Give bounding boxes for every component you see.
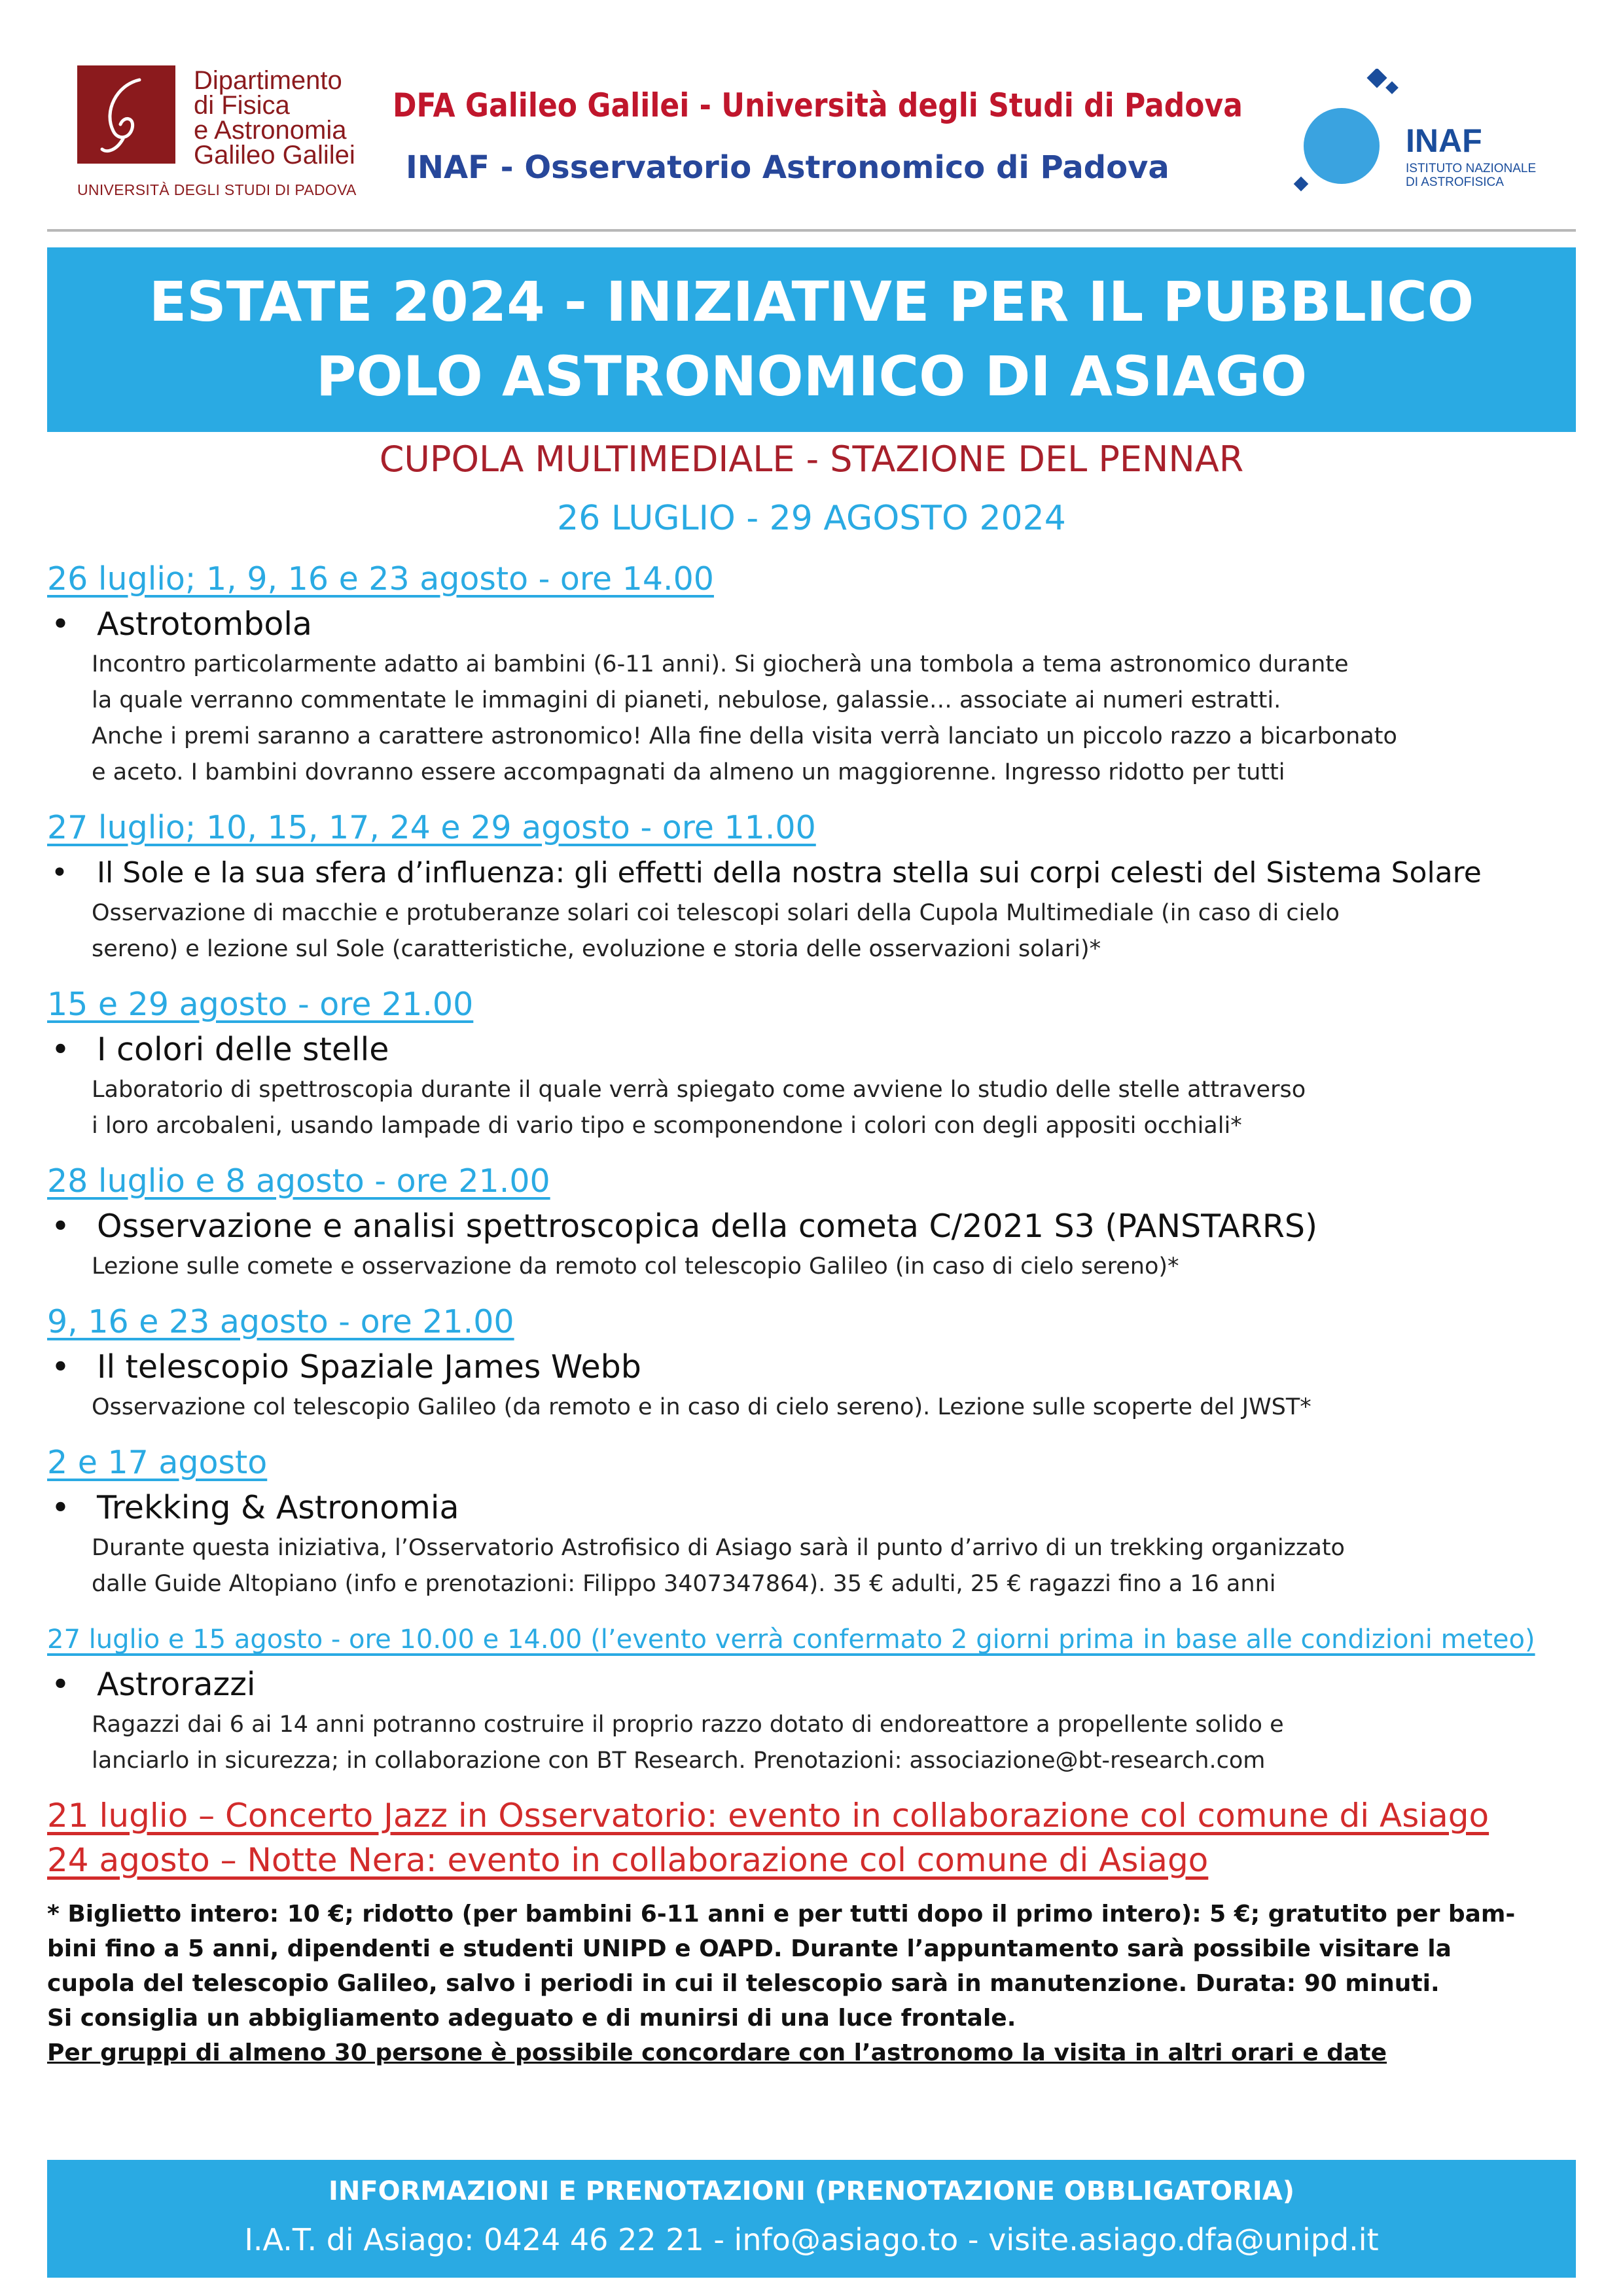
dfa-logo-icon: [77, 65, 175, 164]
dfa-line: Galileo Galilei: [194, 141, 355, 170]
description-line: Osservazione col telescopio Galileo (da remoto e in caso di cielo sereno). Lezione sulle scoperte del JWST*: [92, 1394, 1311, 1420]
event-description: [47, 1707, 1576, 1779]
event-title: • Astrorazzi: [47, 1662, 1576, 1707]
event-description: [47, 895, 1576, 967]
dfa-line: e Astronomia: [194, 116, 347, 145]
note-line: bini fino a 5 anni, dipendenti e studenti UNIPD e OAPD. Durante l’appuntamento sarà possibile visitare la: [47, 1935, 1452, 1962]
event-sole: [47, 805, 1576, 967]
header: [0, 0, 1623, 236]
inaf-sub-line: DI ASTROFISICA: [1406, 175, 1504, 189]
description-line: Durante questa iniziativa, l’Osservatorio Astrofisico di Asiago sarà il punto d’arrivo di un trekking organizzato: [92, 1535, 1345, 1561]
event-astrotombola: [47, 556, 1576, 791]
event-description: [47, 1390, 1576, 1426]
dfa-name: [194, 68, 355, 168]
description-line: Ragazzi dai 6 ai 14 anni potranno costruire il proprio razzo dotato di endoreattore a propellente solido e: [92, 1712, 1284, 1738]
event-title: • Trekking & Astronomia: [47, 1486, 1576, 1530]
description-line: Anche i premi saranno a carattere astronomico! Alla fine della visita verrà lanciato un piccolo razzo a bicarbonato: [92, 723, 1397, 749]
inaf-sub-line: ISTITUTO NAZIONALE: [1406, 162, 1537, 175]
event-date: 9, 16 e 23 agosto - ore 21.00: [47, 1303, 514, 1340]
ticket-notes: [47, 1897, 1576, 2070]
event-title: • Astrotombola: [47, 602, 1576, 647]
info-banner: [47, 2160, 1576, 2278]
description-line: Incontro particolarmente adatto ai bambini (6-11 anni). Si giocherà una tombola a tema astronomico durante: [92, 651, 1349, 677]
groups-note: Per gruppi di almeno 30 persone è possibile concordare con l’astronomo la visita in altri orari e date: [47, 2039, 1387, 2066]
event-cometa: [47, 1158, 1576, 1285]
banner-line: ESTATE 2024 - INIZIATIVE PER IL PUBBLICO: [149, 270, 1474, 334]
description-line: Lezione sulle comete e osservazione da remoto col telescopio Galileo (in caso di cielo sereno)*: [92, 1253, 1179, 1280]
special-event: 21 luglio – Concerto Jazz in Osservatorio: evento in collaborazione col comune di Asiago: [47, 1797, 1489, 1835]
event-description: [47, 647, 1576, 791]
header-divider: [47, 229, 1576, 232]
title-banner: [47, 247, 1576, 432]
event-date: 27 luglio e 15 agosto - ore 10.00 e 14.00 (l’evento verrà confermato 2 giorni prima in base alle condizioni meteo): [47, 1624, 1535, 1655]
event-colori-stelle: [47, 982, 1576, 1144]
special-event: 24 agosto – Notte Nera: evento in collaborazione col comune di Asiago: [47, 1841, 1209, 1879]
special-events: [47, 1793, 1576, 1882]
venue-subtitle: CUPOLA MULTIMEDIALE - STAZIONE DEL PENNAR: [379, 439, 1244, 480]
note-line: cupola del telescopio Galileo, salvo i periodi in cui il telescopio sarà in manutenzione. Durata: 90 minuti.: [47, 1970, 1440, 1997]
event-description: [47, 1072, 1576, 1144]
event-description: [47, 1249, 1576, 1285]
note-line: Si consiglia un abbigliamento adeguato e di munirsi di una luce frontale.: [47, 2005, 1016, 2032]
event-date: 15 e 29 agosto - ore 21.00: [47, 986, 474, 1023]
dfa-line: Dipartimento: [194, 66, 342, 95]
event-title: • I colori delle stelle: [47, 1028, 1576, 1072]
description-line: dalle Guide Altopiano (info e prenotazioni: Filippo 3407347864). 35 € adulti, 25 € ragazzi fino a 16 anni: [92, 1571, 1276, 1597]
description-line: Osservazione di macchie e protuberanze solari coi telescopi solari della Cupola Multimediale (in caso di cielo: [92, 900, 1340, 926]
event-description: [47, 1530, 1576, 1602]
description-line: e aceto. I bambini dovranno essere accompagnati da almeno un maggiorenne. Ingresso ridotto per tutti: [92, 759, 1285, 785]
dfa-university: UNIVERSITÀ DEGLI STUDI DI PADOVA: [77, 181, 357, 198]
header-title-dfa: DFA Galileo Galilei - Università degli Studi di Padova: [393, 86, 1243, 124]
dfa-line: di Fisica: [194, 91, 290, 120]
info-title: INFORMAZIONI E PRENOTAZIONI (PRENOTAZIONE OBBLIGATORIA): [328, 2176, 1295, 2206]
events-list: [47, 556, 1576, 2070]
event-title: • Il Sole e la sua sfera d’influenza: gli effetti della nostra stella sui corpi celesti del Sistema Solare: [47, 851, 1576, 895]
banner-line: POLO ASTRONOMICO DI ASIAGO: [315, 344, 1308, 408]
inaf-subtitle: [1406, 162, 1536, 189]
inaf-name: INAF: [1406, 122, 1482, 159]
description-line: lanciarlo in sicurezza; in collaborazione con BT Research. Prenotazioni: associazione@bt-research.com: [92, 1748, 1266, 1774]
event-trekking: [47, 1440, 1576, 1602]
event-date: 2 e 17 agosto: [47, 1444, 268, 1481]
period-subtitle: 26 LUGLIO - 29 AGOSTO 2024: [557, 499, 1066, 538]
note-line: * Biglietto intero: 10 €; ridotto (per bambini 6-11 anni e per tutti dopo il primo intero): 5 €; gratutito per bam-: [47, 1901, 1516, 1928]
event-title: • Il telescopio Spaziale James Webb: [47, 1345, 1576, 1390]
event-astrorazzi: [47, 1617, 1576, 1779]
event-date: 27 luglio; 10, 15, 17, 24 e 29 agosto - ore 11.00: [47, 809, 816, 846]
description-line: Laboratorio di spettroscopia durante il quale verrà spiegato come avviene lo studio delle stelle attraverso: [92, 1077, 1306, 1103]
event-jwst: [47, 1299, 1576, 1426]
info-contacts: I.A.T. di Asiago: 0424 46 22 21 - info@asiago.to - visite.asiago.dfa@unipd.it: [244, 2222, 1379, 2257]
description-line: i loro arcobaleni, usando lampade di vario tipo e scomponendone i colori con degli appositi occhiali*: [92, 1113, 1242, 1139]
description-line: la quale verranno commentate le immagini di pianeti, nebulose, galassie… associate ai numeri estratti.: [92, 687, 1281, 713]
event-date: 28 luglio e 8 agosto - ore 21.00: [47, 1162, 550, 1200]
description-line: sereno) e lezione sul Sole (caratteristiche, evoluzione e storia delle osservazioni solari)*: [92, 936, 1101, 962]
event-date: 26 luglio; 1, 9, 16 e 23 agosto - ore 14.00: [47, 560, 714, 598]
header-title-inaf: INAF - Osservatorio Astronomico di Padova: [406, 149, 1169, 186]
event-title: • Osservazione e analisi spettroscopica della cometa C/2021 S3 (PANSTARRS): [47, 1204, 1576, 1249]
